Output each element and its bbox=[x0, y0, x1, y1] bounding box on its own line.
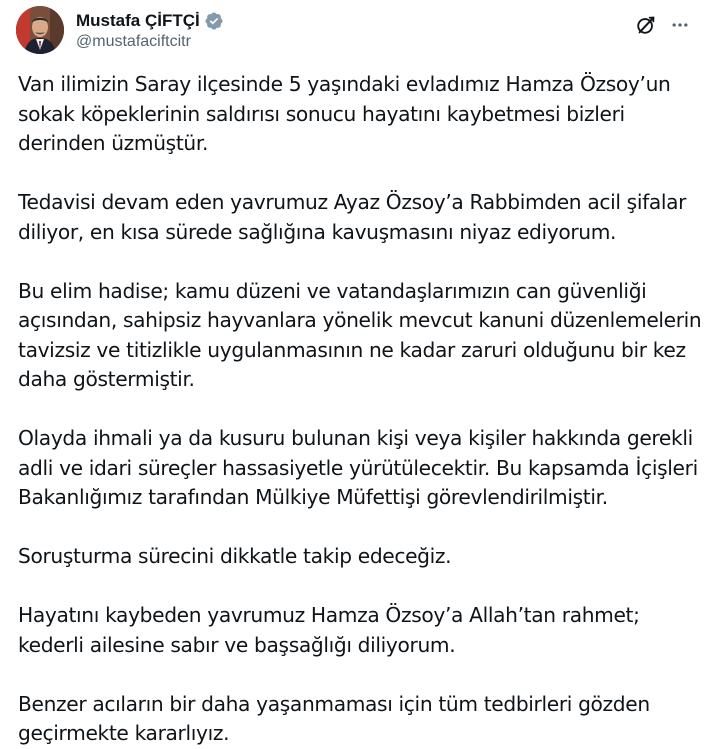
tweet-paragraph-6: Hayatını kaybeden yavrumuz Hamza Özsoy’a Allah’tan rahmet; kederli ailesine sabır ve başsağlığı diliyorum. bbox=[18, 603, 640, 657]
author-handle[interactable]: @mustafaciftcitr bbox=[76, 33, 191, 50]
tweet-paragraph-1: Van ilimizin Saray ilçesinde 5 yaşındaki evladımız Hamza Özsoy’un sokak köpeklerinin saldırısı sonucu hayatını kaybetmesi bizleri derinden üzmüştür. bbox=[18, 72, 671, 155]
tweet-actions bbox=[629, 8, 697, 42]
tweet-paragraph-7: Benzer acıların bir daha yaşanmaması için tüm tedbirleri gözden geçirmekte kararlıyız. bbox=[18, 691, 650, 745]
tweet-text bbox=[18, 70, 702, 749]
tweet-paragraph-2: Tedavisi devam eden yavrumuz Ayaz Özsoy’a Rabbimden acil şifalar diliyor, en kısa sürede sağlığına kavuşmasını niyaz ediyorum. bbox=[18, 190, 687, 244]
grok-icon bbox=[635, 14, 657, 36]
display-name[interactable]: Mustafa ÇİFTÇİ bbox=[76, 11, 200, 30]
tweet-paragraph-4: Olayda ihmali ya da kusuru bulunan kişi veya kişiler hakkında gerekli adli ve idari süreçler hassasiyetle yürütülecektir. Bu kapsamda İçişleri Bakanlığımız tarafından Mülkiye Müfettişi görevlendirilmiştir. bbox=[18, 426, 698, 509]
more-icon bbox=[670, 15, 690, 35]
display-name-row bbox=[76, 10, 224, 32]
grok-button[interactable] bbox=[629, 8, 663, 42]
author-names bbox=[76, 10, 224, 51]
more-button[interactable] bbox=[663, 8, 697, 42]
verified-badge-icon[interactable] bbox=[204, 11, 224, 31]
avatar[interactable] bbox=[16, 6, 64, 54]
tweet-paragraph-3: Bu elim hadise; kamu düzeni ve vatandaşlarımızın can güvenliği açısından, sahipsiz hayvanlara yönelik mevcut kanuni düzenlemelerin tavizsiz ve titizlikle uygulanmasının ne kadar zaruri olduğunu bir kez daha göstermiştir. bbox=[18, 278, 702, 391]
avatar-image bbox=[16, 6, 64, 54]
tweet-header bbox=[16, 6, 697, 56]
tweet-paragraph-5: Soruşturma sürecini dikkatle takip edeceğiz. bbox=[18, 544, 452, 568]
